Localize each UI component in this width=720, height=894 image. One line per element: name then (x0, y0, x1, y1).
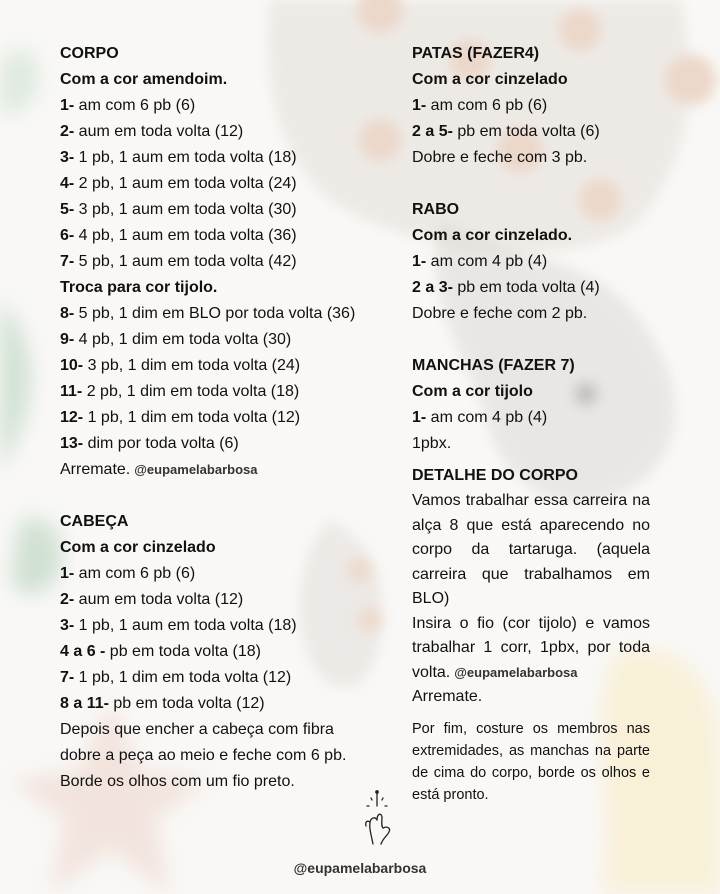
corpo-change-color: Troca para cor tijolo. (60, 279, 218, 296)
cabeca-row: 1- am com 6 pb (6) (60, 565, 196, 582)
detalhe-finish: Arremate. (412, 688, 483, 705)
rabo-finish: Dobre e feche com 2 pb. (412, 305, 588, 322)
left-column (60, 41, 390, 795)
watermark-handle: @eupamelabarbosa (454, 664, 578, 680)
patas-finish: Dobre e feche com 3 pb. (412, 149, 588, 166)
detalhe-title: DETALHE DO CORPO (412, 467, 578, 484)
corpo-color-line: Com a cor amendoim. (60, 71, 228, 88)
cabeca-note: dobre a peça ao meio e feche com 6 pb. (60, 747, 347, 764)
corpo-row: 6- 4 pb, 1 aum em toda volta (36) (60, 227, 297, 244)
rabo-color-line: Com a cor cinzelado. (412, 227, 573, 244)
cabeca-row: 8 a 11- pb em toda volta (12) (60, 695, 265, 712)
cabeca-color-line: Com a cor cinzelado (60, 539, 216, 556)
rabo-row: 1- am com 4 pb (4) (412, 253, 548, 270)
watermark-handle: @eupamelabarbosa (134, 462, 258, 477)
cabeca-row: 4 a 6 - pb em toda volta (18) (60, 643, 261, 660)
corpo-title: CORPO (60, 45, 119, 62)
corpo-finish: Arremate. @eupamelabarbosa (60, 461, 258, 478)
final-note: Por fim, costure os membros nas extremidades, as manchas na parte de cima do corpo, borde os olhos e está pronto. (412, 720, 650, 803)
footer-handle: @eupamelabarbosa (293, 860, 427, 876)
corpo-row: 11- 2 pb, 1 dim em toda volta (18) (60, 383, 300, 400)
corpo-row: 9- 4 pb, 1 dim em toda volta (30) (60, 331, 292, 348)
corpo-row: 5- 3 pb, 1 aum em toda volta (30) (60, 201, 297, 218)
manchas-color-line: Com a cor tijolo (412, 383, 533, 400)
cabeca-title: CABEÇA (60, 513, 129, 530)
cabeca-note: Borde os olhos com um fio preto. (60, 773, 295, 790)
cabeca-row: 3- 1 pb, 1 aum em toda volta (18) (60, 617, 297, 634)
corpo-row: 13- dim por toda volta (6) (60, 435, 239, 452)
rabo-row: 2 a 3- pb em toda volta (4) (412, 279, 600, 296)
corpo-row: 7- 5 pb, 1 aum em toda volta (42) (60, 253, 297, 270)
manchas-title: MANCHAS (FAZER 7) (412, 357, 575, 374)
detalhe-paragraph: Insira o fio (cor tijolo) e vamos trabalhar 1 corr, 1pbx, por toda volta. @eupamelabarbosa (412, 614, 650, 681)
right-column (412, 41, 650, 806)
patas-row: 1- am com 6 pb (6) (412, 97, 548, 114)
corpo-row: 10- 3 pb, 1 dim em toda volta (24) (60, 357, 301, 374)
cabeca-row: 2- aum em toda volta (12) (60, 591, 244, 608)
detalhe-paragraph: Vamos trabalhar essa carreira na alça 8 que está aparecendo no corpo da tartaruga. (aquela carreira que trabalhamos em BLO) (412, 492, 650, 607)
patas-row: 2 a 5- pb em toda volta (6) (412, 123, 600, 140)
patas-title: PATAS (FAZER4) (412, 45, 540, 62)
corpo-row: 8- 5 pb, 1 dim em BLO por toda volta (36) (60, 305, 356, 322)
corpo-row: 4- 2 pb, 1 aum em toda volta (24) (60, 175, 297, 192)
manchas-row: 1- am com 4 pb (4) (412, 409, 548, 426)
corpo-row: 3- 1 pb, 1 aum em toda volta (18) (60, 149, 297, 166)
cabeca-note: Depois que encher a cabeça com fibra (60, 721, 334, 738)
rabo-title: RABO (412, 201, 460, 218)
hand-logo-icon (355, 786, 399, 846)
cabeca-row: 7- 1 pb, 1 dim em toda volta (12) (60, 669, 292, 686)
manchas-extra: 1pbx. (412, 435, 452, 452)
corpo-row: 1- am com 6 pb (6) (60, 97, 196, 114)
patas-color-line: Com a cor cinzelado (412, 71, 568, 88)
corpo-row: 2- aum em toda volta (12) (60, 123, 244, 140)
corpo-row: 12- 1 pb, 1 dim em toda volta (12) (60, 409, 301, 426)
